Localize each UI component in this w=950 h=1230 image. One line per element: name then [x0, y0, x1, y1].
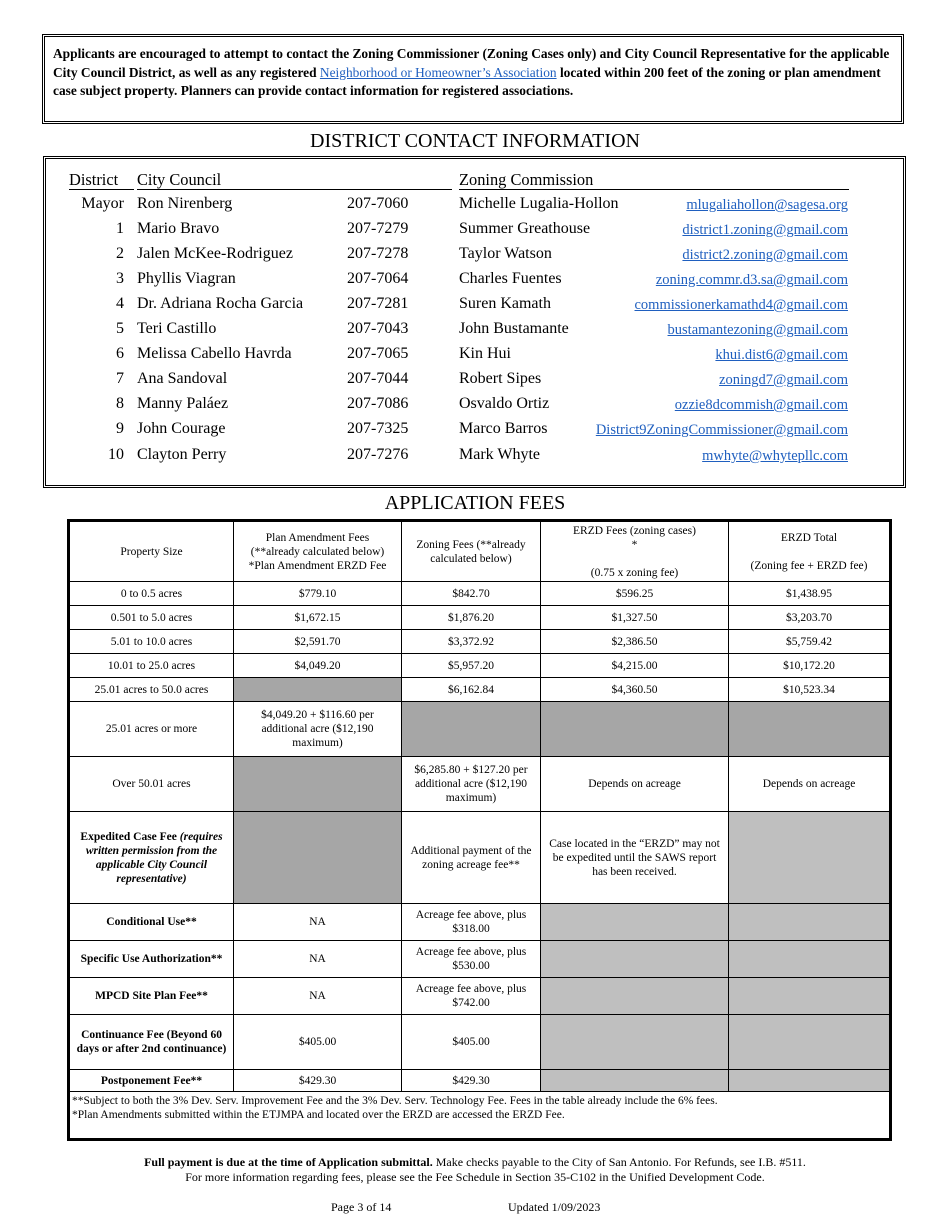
commissioner-email-link[interactable]: zoningd7@gmail.com — [719, 372, 848, 388]
cell-zoning: Acreage fee above, plus $318.00 — [402, 904, 541, 941]
cell-zoning: $6,162.84 — [402, 678, 541, 702]
table-row — [69, 654, 891, 678]
council-member-name: Clayton Perry — [137, 446, 227, 463]
expedited-label-text: Expedited Case Fee — [80, 830, 180, 843]
cell-shaded — [234, 757, 402, 812]
zoning-commission-column-header: Zoning Commission — [459, 170, 849, 190]
note-line-1: **Subject to both the 3% Dev. Serv. Improvement Fee and the 3% Dev. Serv. Technology Fee. Fees in the table already include the 6% fees. — [72, 1095, 718, 1107]
commissioner-email-link[interactable]: khui.dist6@gmail.com — [715, 347, 848, 363]
cell-zoning: Acreage fee above, plus $742.00 — [402, 978, 541, 1015]
cell-shaded — [541, 702, 729, 757]
cell-shaded — [729, 1070, 891, 1092]
commissioner-name: Kin Hui — [459, 345, 511, 362]
updated-date: Updated 1/09/2023 — [508, 1200, 601, 1214]
commissioner-name: Osvaldo Ortiz — [459, 395, 550, 412]
cell-total: Depends on acreage — [729, 757, 891, 812]
cell-plan: $4,049.20 + $116.60 per additional acre ($12,190 maximum) — [234, 702, 402, 757]
council-phone: 207-7060 — [347, 195, 409, 212]
cell-size: 10.01 to 25.0 acres — [69, 654, 234, 678]
cell-zoning: Acreage fee above, plus $530.00 — [402, 941, 541, 978]
commissioner-email-link[interactable]: District9ZoningCommissioner@gmail.com — [595, 422, 848, 438]
council-phone: 207-7281 — [347, 295, 409, 312]
notes-row — [69, 1092, 891, 1140]
payment-note — [0, 1155, 950, 1170]
cell-erzd: $2,386.50 — [541, 630, 729, 654]
neighborhood-association-link[interactable]: Neighborhood or Homeowner’s Association — [319, 64, 557, 80]
council-member-name: Dr. Adriana Rocha Garcia — [137, 295, 304, 312]
commissioner-name: Mark Whyte — [459, 446, 541, 463]
table-row — [69, 757, 891, 812]
cell-shaded — [541, 978, 729, 1015]
commissioner-email-link[interactable]: district1.zoning@gmail.com — [682, 222, 848, 238]
cell-plan: $429.30 — [234, 1070, 402, 1092]
header-total-line1: ERZD Total — [780, 531, 838, 544]
council-phone: 207-7044 — [347, 370, 409, 387]
cell-zoning: Additional payment of the zoning acreage fee** — [402, 812, 541, 904]
cell-shaded — [541, 904, 729, 941]
table-row — [69, 812, 891, 904]
cell-size: Specific Use Authorization** — [69, 941, 234, 978]
table-row — [69, 904, 891, 941]
cell-shaded — [234, 678, 402, 702]
commissioner-name: Charles Fuentes — [459, 270, 562, 287]
cell-shaded — [234, 812, 402, 904]
cell-size: 0 to 0.5 acres — [69, 582, 234, 606]
council-member-name: Jalen McKee-Rodriguez — [137, 245, 293, 262]
cell-shaded — [541, 1015, 729, 1070]
more-info-note: For more information regarding fees, please see the Fee Schedule in Section 35-C102 in the Unified Development Code. — [185, 1170, 765, 1184]
commissioner-name: Summer Greathouse — [459, 220, 591, 237]
commissioner-email-link[interactable]: bustamantezoning@gmail.com — [667, 322, 848, 338]
cell-erzd: $4,215.00 — [541, 654, 729, 678]
fees-table — [67, 519, 892, 1141]
cell-shaded — [729, 904, 891, 941]
header-property-size: Property Size — [69, 521, 234, 582]
cell-size: 25.01 acres or more — [69, 702, 234, 757]
header-plan-amendment — [234, 521, 402, 582]
cell-shaded — [541, 941, 729, 978]
contact-heading: DISTRICT CONTACT INFORMATION — [310, 130, 640, 152]
cell-size: 5.01 to 10.0 acres — [69, 630, 234, 654]
commissioner-name: John Bustamante — [459, 320, 569, 337]
cell-total: $10,172.20 — [729, 654, 891, 678]
cell-size: Continuance Fee (Beyond 60 days or after 2nd continuance) — [69, 1015, 234, 1070]
contact-row — [46, 446, 903, 470]
header-total-line2: (Zoning fee + ERZD fee) — [750, 559, 868, 572]
note-line-2: *Plan Amendments submitted within the ETJMPA and located over the ERZD are accessed the ERZD Fee. — [72, 1109, 565, 1121]
council-phone: 207-7279 — [347, 220, 409, 237]
cell-total: $10,523.34 — [729, 678, 891, 702]
commissioner-email-link[interactable]: commissionerkamathd4@gmail.com — [634, 297, 848, 313]
cell-erzd: $1,327.50 — [541, 606, 729, 630]
cell-zoning: $1,876.20 — [402, 606, 541, 630]
contact-row — [46, 245, 903, 269]
expedited-label-note: (requires written permission from the applicable City Council representative) — [85, 830, 223, 885]
cell-size: MPCD Site Plan Fee** — [69, 978, 234, 1015]
cell-plan: $1,672.15 — [234, 606, 402, 630]
table-row — [69, 1015, 891, 1070]
cell-shaded — [729, 978, 891, 1015]
cell-zoning: $5,957.20 — [402, 654, 541, 678]
council-phone: 207-7065 — [347, 345, 409, 362]
page-number: Page 3 of 14 — [331, 1200, 392, 1214]
cell-size: 25.01 acres to 50.0 acres — [69, 678, 234, 702]
council-phone: 207-7278 — [347, 245, 409, 262]
table-row — [69, 606, 891, 630]
council-member-name: Teri Castillo — [137, 320, 217, 337]
district-number: 2 — [116, 245, 124, 262]
district-number: 7 — [116, 370, 124, 387]
header-erzd-line1: ERZD Fees (zoning cases) — [573, 524, 696, 537]
header-plan-amendment-line3: *Plan Amendment ERZD Fee — [248, 559, 387, 572]
commissioner-name: Taylor Watson — [459, 245, 552, 262]
cell-plan: NA — [234, 978, 402, 1015]
header-erzd-line2: * — [631, 538, 638, 551]
cell-shaded — [729, 941, 891, 978]
header-erzd-fees — [541, 521, 729, 582]
council-phone: 207-7325 — [347, 420, 409, 437]
cell-shaded — [541, 1070, 729, 1092]
cell-plan: $779.10 — [234, 582, 402, 606]
district-number: 1 — [116, 220, 124, 237]
district-number: 10 — [108, 446, 124, 463]
cell-shaded — [402, 702, 541, 757]
contact-row — [46, 345, 903, 369]
contact-row — [46, 195, 903, 219]
contact-row — [46, 370, 903, 394]
commissioner-email-link[interactable]: mlugaliahollon@sagesa.org — [686, 197, 848, 213]
cell-plan: $405.00 — [234, 1015, 402, 1070]
contact-row — [46, 220, 903, 244]
cell-plan: $4,049.20 — [234, 654, 402, 678]
fees-heading: APPLICATION FEES — [384, 492, 566, 514]
table-row — [69, 702, 891, 757]
contact-row — [46, 420, 903, 444]
council-phone: 207-7086 — [347, 395, 409, 412]
commissioner-email-link[interactable]: zoning.commr.d3.sa@gmail.com — [655, 272, 848, 288]
table-row — [69, 630, 891, 654]
contact-row — [46, 320, 903, 344]
table-row — [69, 978, 891, 1015]
district-column-header: District — [69, 170, 134, 190]
header-plan-amendment-line2: (**already calculated below) — [250, 545, 385, 558]
council-phone: 207-7276 — [347, 446, 409, 463]
cell-zoning: $405.00 — [402, 1015, 541, 1070]
notice-box — [42, 34, 904, 124]
cell-size: Conditional Use** — [69, 904, 234, 941]
table-row — [69, 941, 891, 978]
cell-total: $1,438.95 — [729, 582, 891, 606]
fee-notes — [69, 1092, 891, 1140]
table-row — [69, 1070, 891, 1092]
district-number: 8 — [116, 395, 124, 412]
district-number: 3 — [116, 270, 124, 287]
commissioner-email-link[interactable]: district2.zoning@gmail.com — [682, 247, 848, 263]
contact-row — [46, 395, 903, 419]
cell-shaded — [729, 1015, 891, 1070]
district-number: 6 — [116, 345, 124, 362]
council-member-name: Manny Paláez — [137, 395, 229, 412]
council-member-name: Ana Sandoval — [137, 370, 228, 387]
notice-text-start: Applicants are encouraged to attempt to contact the Zoning Commissioner (Zoning Cases only) and City Council Representative for the applicable City Council District, as well as any registered — [53, 46, 890, 80]
header-erzd-line3: (0.75 x zoning fee) — [590, 566, 679, 579]
payment-note-bold: Full payment is due at the time of Application submittal. — [144, 1155, 433, 1169]
cell-expedited-label — [69, 812, 234, 904]
header-plan-amendment-line1: Plan Amendment Fees — [265, 531, 370, 544]
contact-row — [46, 270, 903, 294]
notice-text — [53, 45, 891, 101]
cell-zoning: $842.70 — [402, 582, 541, 606]
table-row — [69, 678, 891, 702]
council-phone: 207-7043 — [347, 320, 409, 337]
notice-text-end: located within 200 feet of the zoning or plan amendment case subject property. Planners can provide contact information for registered associations. — [53, 64, 881, 98]
commissioner-name: Michelle Lugalia-Hollon — [459, 195, 619, 212]
commissioner-name: Robert Sipes — [459, 370, 542, 387]
cell-size: Over 50.01 acres — [69, 757, 234, 812]
commissioner-name: Suren Kamath — [459, 295, 551, 312]
table-row — [69, 582, 891, 606]
cell-erzd: $596.25 — [541, 582, 729, 606]
cell-erzd: Depends on acreage — [541, 757, 729, 812]
cell-erzd: $4,360.50 — [541, 678, 729, 702]
district-number: 5 — [116, 320, 124, 337]
city-council-column-header: City Council — [137, 170, 452, 190]
payment-note-rest: Make checks payable to the City of San Antonio. For Refunds, see I.B. #511. — [432, 1155, 806, 1169]
contact-row — [46, 295, 903, 319]
cell-zoning: $429.30 — [402, 1070, 541, 1092]
council-member-name: Melissa Cabello Havrda — [137, 345, 292, 362]
cell-plan: $2,591.70 — [234, 630, 402, 654]
cell-plan: NA — [234, 941, 402, 978]
cell-shaded — [729, 702, 891, 757]
commissioner-email-link[interactable]: ozzie8dcommish@gmail.com — [674, 397, 848, 413]
council-member-name: Mario Bravo — [137, 220, 220, 237]
cell-total: $3,203.70 — [729, 606, 891, 630]
council-phone: 207-7064 — [347, 270, 409, 287]
contact-box — [43, 156, 906, 488]
cell-zoning: $3,372.92 — [402, 630, 541, 654]
cell-plan: NA — [234, 904, 402, 941]
cell-erzd: Case located in the “ERZD” may not be expedited until the SAWS report has been received. — [541, 812, 729, 904]
cell-total: $5,759.42 — [729, 630, 891, 654]
commissioner-email-link[interactable]: mwhyte@whytepllc.com — [702, 448, 848, 464]
district-number: 4 — [116, 295, 124, 312]
header-erzd-total — [729, 521, 891, 582]
council-member-name: Ron Nirenberg — [137, 195, 233, 212]
cell-size: 0.501 to 5.0 acres — [69, 606, 234, 630]
header-zoning-fees: Zoning Fees (**already calculated below) — [402, 521, 541, 582]
district-number: Mayor — [81, 195, 124, 212]
cell-zoning: $6,285.80 + $127.20 per additional acre ($12,190 maximum) — [402, 757, 541, 812]
fees-header-row — [69, 521, 891, 582]
cell-shaded — [729, 812, 891, 904]
council-member-name: John Courage — [137, 420, 226, 437]
district-number: 9 — [116, 420, 124, 437]
commissioner-name: Marco Barros — [459, 420, 548, 437]
cell-size: Postponement Fee** — [69, 1070, 234, 1092]
council-member-name: Phyllis Viagran — [137, 270, 236, 287]
